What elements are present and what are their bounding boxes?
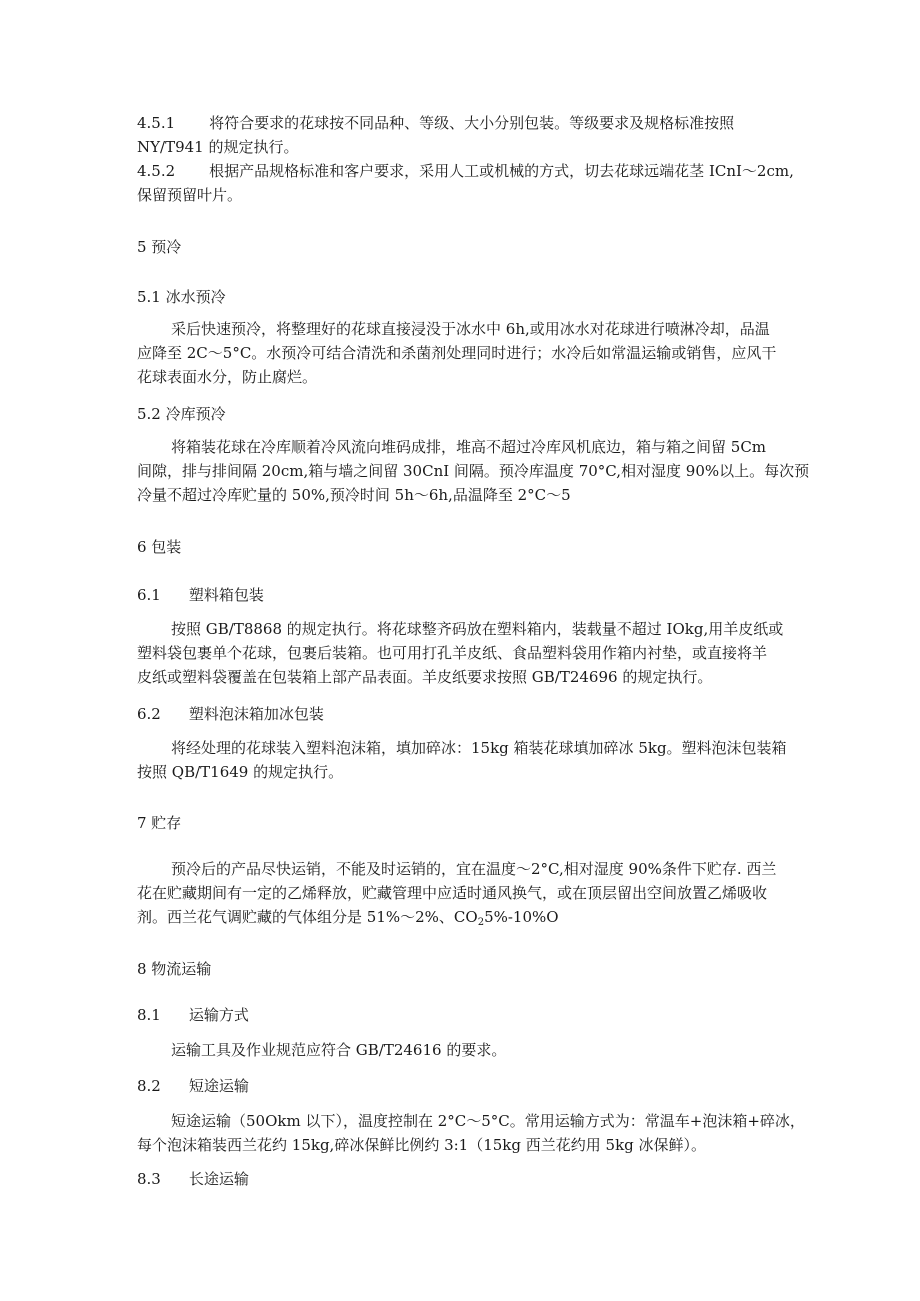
para-6-1-line-2: 塑料袋包裹单个花球，包裹后装箱。也可用打孔羊皮纸、食品塑料袋用作箱内衬垫，或直接将羊: [137, 644, 768, 662]
para-7-line-3-tail: 5%-10%O: [484, 908, 559, 926]
clause-4-5-1-line-1: [137, 112, 734, 134]
section-8-3-heading: [137, 1168, 249, 1190]
clause-title: 塑料泡沫箱加冰包装: [188, 705, 324, 723]
para-8-2-line-2: 每个泡沫箱装西兰花约 15kg,碎冰保鲜比例约 3:1（15kg 西兰花约用 5kg 冰保鲜）。: [137, 1136, 707, 1154]
clause-number: 6.2: [137, 705, 161, 723]
clause-4-5-2-line-2: 保留预留叶片。: [137, 186, 243, 204]
para-5-2-line-1: 将箱装花球在冷库顺着冷风流向堆码成排，堆高不超过冷库风机底边，箱与箱之间留 5Cm: [171, 438, 767, 456]
section-5-1-heading: 5.1 冰水预冷: [137, 288, 226, 306]
clause-text: 将符合要求的花球按不同品种、等级、大小分别包装。等级要求及规格标准按照: [209, 114, 735, 132]
section-5-heading: 5 预冷: [137, 238, 182, 256]
section-5-2-heading: 5.2 冷库预冷: [137, 405, 226, 423]
clause-number: 8.3: [137, 1170, 161, 1188]
clause-title: 短途运输: [188, 1077, 249, 1095]
para-5-1-line-1: 采后快速预冷，将整理好的花球直接浸没于冰水中 6h,或用冰水对花球进行喷淋冷却，品温: [171, 320, 770, 338]
section-6-heading: 6 包装: [137, 538, 182, 556]
clause-number: 6.1: [137, 586, 161, 604]
para-5-2-line-2: 间隙，排与排间隔 20cm,箱与墙之间留 30CnI 间隔。预冷库温度 70°C,相对湿度 90%以上。每次预: [137, 462, 810, 480]
section-7-heading: 7 贮存: [137, 814, 182, 832]
co2-subscript: 2: [477, 917, 485, 928]
para-8-1-line-1: 运输工具及作业规范应符合 GB/T24616 的要求。: [171, 1041, 507, 1059]
para-7-line-1: 预冷后的产品尽快运销，不能及时运销的，宜在温度～2°C,相对湿度 90%条件下贮存. 西兰: [171, 860, 777, 878]
para-6-2-line-2: 按照 QB/T1649 的规定执行。: [137, 763, 344, 781]
clause-number: 4.5.2: [137, 162, 176, 180]
clause-4-5-2-line-1: [137, 160, 794, 182]
clause-number: 8.2: [137, 1077, 161, 1095]
clause-text: 根据产品规格标准和客户要求，采用人工或机械的方式，切去花球远端花茎 ICnI～2cm,: [209, 162, 794, 180]
para-5-1-line-2: 应降至 2C～5°C。水预冷可结合清洗和杀菌剂处理同时进行；水冷后如常温运输或销售，应风干: [137, 344, 777, 362]
section-6-2-heading: [137, 703, 324, 725]
clause-title: 长途运输: [188, 1170, 249, 1188]
section-8-2-heading: [137, 1075, 249, 1097]
para-6-1-line-1: 按照 GB/T8868 的规定执行。将花球整齐码放在塑料箱内，装载量不超过 IOkg,用羊皮纸或: [171, 620, 784, 638]
para-5-2-line-3: 冷量不超过冷库贮量的 50%,预冷时间 5h～6h,品温降至 2°C～5: [137, 486, 571, 504]
clause-number: 8.1: [137, 1006, 161, 1024]
clause-number: 4.5.1: [137, 114, 176, 132]
para-8-2-line-1: 短途运输（50Okm 以下），温度控制在 2°C～5°C。常用运输方式为：常温车+泡沫箱+碎冰，: [171, 1112, 805, 1130]
clause-title: 塑料箱包装: [188, 586, 264, 604]
para-5-1-line-3: 花球表面水分，防止腐烂。: [137, 368, 318, 386]
para-6-1-line-3: 皮纸或塑料袋覆盖在包装箱上部产品表面。羊皮纸要求按照 GB/T24696 的规定执行。: [137, 668, 713, 686]
section-8-heading: 8 物流运输: [137, 960, 212, 978]
section-6-1-heading: [137, 584, 264, 606]
section-8-1-heading: [137, 1004, 249, 1026]
para-7-line-3-text: 剂。西兰花气调贮藏的气体组分是 51%～2%、CO: [137, 908, 478, 926]
clause-4-5-1-line-2: NY/T941 的规定执行。: [137, 138, 299, 156]
para-7-line-3: [137, 906, 559, 934]
clause-title: 运输方式: [188, 1006, 249, 1024]
para-6-2-line-1: 将经处理的花球装入塑料泡沫箱，填加碎冰：15kg 箱装花球填加碎冰 5kg。塑料泡沫包装箱: [171, 739, 787, 757]
para-7-line-2: 花在贮藏期间有一定的乙烯释放，贮藏管理中应适时通风换气，或在顶层留出空间放置乙烯吸收: [137, 884, 768, 902]
